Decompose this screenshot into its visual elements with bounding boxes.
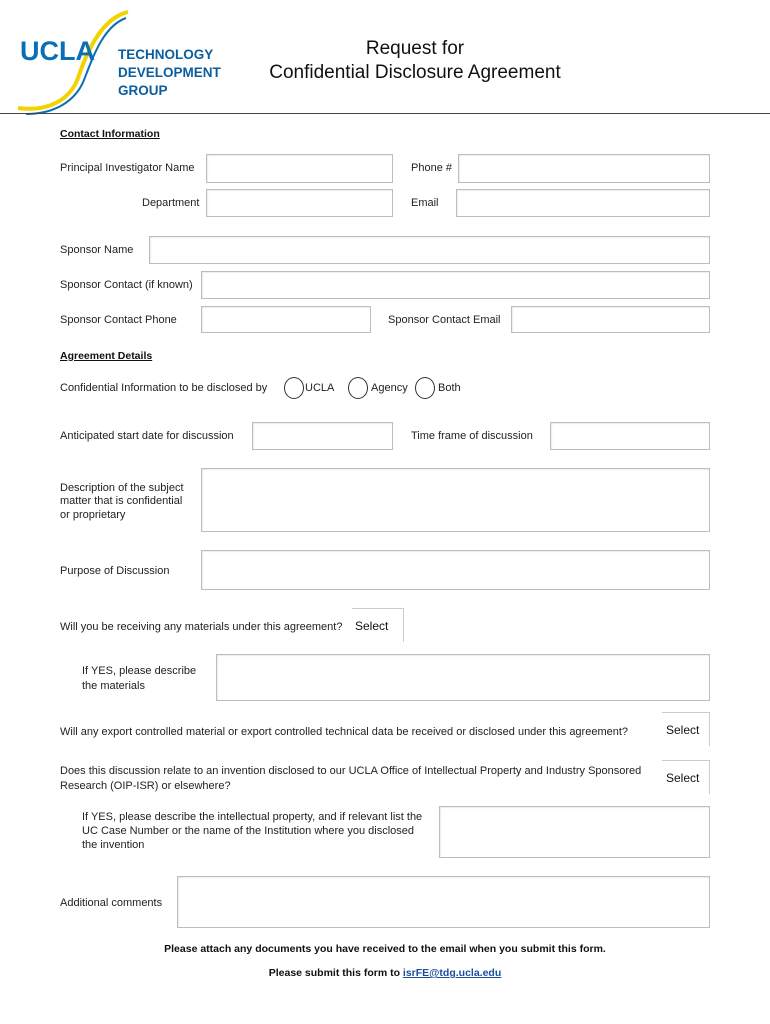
sponsor-email-input[interactable] bbox=[511, 306, 710, 333]
description-label-1: Description of the subject bbox=[60, 482, 184, 494]
radio-agency[interactable] bbox=[348, 377, 368, 399]
sponsor-phone-input[interactable] bbox=[201, 306, 371, 333]
sponsor-contact-label: Sponsor Contact (if known) bbox=[60, 279, 193, 291]
radio-ucla[interactable] bbox=[284, 377, 304, 399]
logo-tdg-line2: DEVELOPMENT bbox=[118, 65, 221, 80]
disclosed-by-label: Confidential Information to be disclosed by bbox=[60, 382, 268, 394]
radio-both-label: Both bbox=[438, 382, 461, 394]
submit-note bbox=[0, 967, 770, 979]
export-select[interactable]: Select bbox=[666, 723, 700, 737]
start-date-input[interactable] bbox=[252, 422, 393, 450]
purpose-label: Purpose of Discussion bbox=[60, 565, 170, 577]
ip-describe-label-3: the invention bbox=[82, 839, 145, 851]
description-label-2: matter that is confidential bbox=[60, 495, 183, 507]
pi-name-input[interactable] bbox=[206, 154, 393, 183]
attach-note: Please attach any documents you have received to the email when you submit this form. bbox=[164, 943, 606, 955]
page-title-line1: Request for bbox=[365, 38, 465, 59]
sponsor-email-label: Sponsor Contact Email bbox=[388, 314, 501, 326]
logo-tdg-line3: GROUP bbox=[118, 83, 168, 98]
ip-describe-textarea[interactable] bbox=[439, 806, 710, 858]
invention-question-1: Does this discussion relate to an invention disclosed to our UCLA Office of Intellectual Property and Industry Sponsored bbox=[60, 765, 642, 777]
materials-question: Will you be receiving any materials under this agreement? bbox=[60, 621, 343, 633]
materials-describe-label-2: the materials bbox=[82, 680, 145, 692]
radio-both[interactable] bbox=[415, 377, 435, 399]
submit-email-link[interactable]: isrFE@tdg.ucla.edu bbox=[402, 967, 502, 979]
radio-ucla-label: UCLA bbox=[305, 382, 335, 394]
start-date-label: Anticipated start date for discussion bbox=[60, 430, 234, 442]
materials-select[interactable]: Select bbox=[355, 619, 389, 633]
description-label-3: or proprietary bbox=[60, 509, 126, 521]
sponsor-name-label: Sponsor Name bbox=[60, 244, 134, 256]
radio-agency-label: Agency bbox=[371, 382, 408, 394]
logo-ucla: UCLA bbox=[20, 36, 95, 66]
purpose-textarea[interactable] bbox=[201, 550, 710, 590]
department-label: Department bbox=[142, 197, 200, 209]
time-frame-input[interactable] bbox=[550, 422, 710, 450]
export-question: Will any export controlled material or export controlled technical data be received or disclosed under this agreement? bbox=[60, 726, 629, 738]
agreement-section-title: Agreement Details bbox=[60, 350, 153, 362]
comments-textarea[interactable] bbox=[177, 876, 710, 928]
sponsor-name-input[interactable] bbox=[149, 236, 710, 264]
submit-prefix: Please submit this form to bbox=[268, 967, 403, 979]
header-divider bbox=[0, 113, 770, 114]
email-input[interactable] bbox=[456, 189, 710, 217]
logo-tdg-line1: TECHNOLOGY bbox=[118, 47, 214, 62]
phone-label: Phone # bbox=[411, 162, 452, 174]
description-textarea[interactable] bbox=[201, 468, 710, 532]
contact-section-title: Contact Information bbox=[60, 128, 160, 140]
pi-name-label: Principal Investigator Name bbox=[60, 162, 195, 174]
invention-select[interactable]: Select bbox=[666, 771, 700, 785]
sponsor-contact-input[interactable] bbox=[201, 271, 710, 299]
comments-label: Additional comments bbox=[60, 897, 163, 909]
materials-describe-textarea[interactable] bbox=[216, 654, 710, 701]
ip-describe-label-1: If YES, please describe the intellectual property, and if relevant list the bbox=[82, 811, 423, 823]
email-label: Email bbox=[411, 197, 439, 209]
sponsor-phone-label: Sponsor Contact Phone bbox=[60, 314, 177, 326]
time-frame-label: Time frame of discussion bbox=[411, 430, 533, 442]
materials-describe-label-1: If YES, please describe bbox=[82, 665, 197, 677]
department-input[interactable] bbox=[206, 189, 393, 217]
phone-input[interactable] bbox=[458, 154, 710, 183]
invention-question-2: Research (OIP-ISR) or elsewhere? bbox=[60, 780, 231, 792]
ip-describe-label-2: UC Case Number or the name of the Institution where you disclosed bbox=[82, 825, 414, 837]
page-title-line2: Confidential Disclosure Agreement bbox=[269, 62, 561, 83]
